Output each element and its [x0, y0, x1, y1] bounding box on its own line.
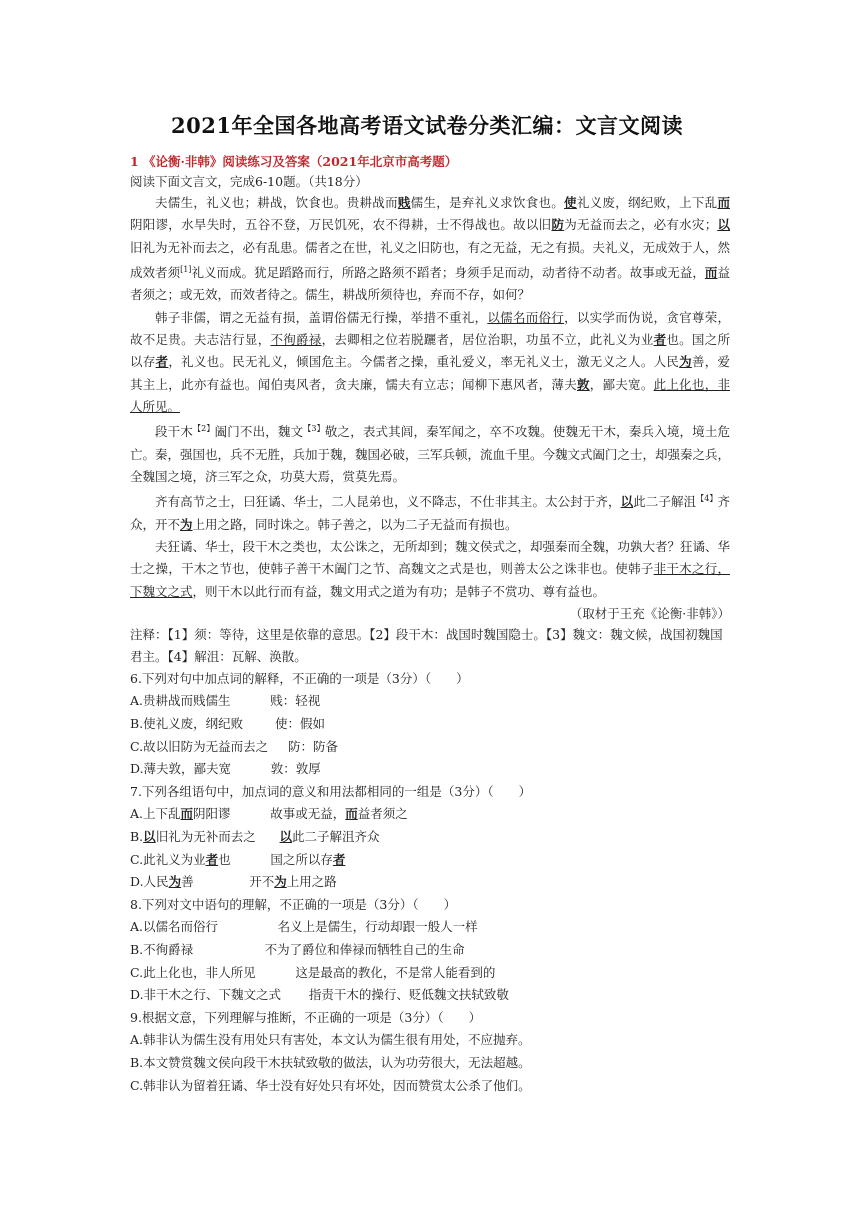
- text-run: A.以儒名而俗行 名义上是儒生，行动却跟一般人一样: [130, 919, 478, 935]
- question-stem: 8.下列对文中语句的理解，不正确的一项是（3分）（ ）: [130, 896, 457, 912]
- text-run: 段干木: [155, 424, 193, 440]
- text-run: 也 国之所以存: [218, 851, 333, 867]
- text-run: 阴阳谬 故事或无益，: [193, 806, 346, 822]
- question-stem: 7.下列各组语句中，加点词的意义和用法都相同的一组是（3分）（ ）: [130, 783, 532, 799]
- text-run: 善 开不: [181, 874, 275, 890]
- text-run: 善，爱其主上，此亦有益也。闻伯夷风者，贪夫廉，懦夫有立志；闻柳下惠风者，薄夫: [130, 354, 730, 392]
- text-run: 为无益而去之，必有水灾；: [564, 217, 718, 233]
- text-run: 旧礼为无补而去之，必有乱患。儒者之在世，礼义之旧防也，有之无益，无之有损。夫礼义，无成效于人，然成效者须: [130, 239, 731, 281]
- marked-word: 者: [155, 354, 169, 370]
- text-run: ，则干木以此行而有益，魏文用式之道为有功；是韩子不赏功、尊有益也。: [192, 583, 606, 599]
- text-run: A.贵耕战而贱儒生 贱：轻视: [130, 693, 321, 709]
- answer-option: [130, 1052, 730, 1075]
- text-run: 旧礼为无补而去之: [155, 828, 280, 844]
- text-run: C.此上化也，非人所见 这是最高的教化，不是常人能看到的: [130, 964, 496, 980]
- marked-word: 以: [279, 828, 293, 844]
- text-run: 敬之，表式其闾，秦军闻之，卒不攻魏。使魏无干木，秦兵入境，境土危亡。秦，强国也，兵不无胜，兵加于魏，魏国必破，三军兵顿，流血千里。今魏文式阖门之士，却强秦之兵，全魏国之境，济三军之众，功莫大焉，赏莫先焉。: [130, 424, 731, 484]
- marked-word: 者: [332, 851, 346, 867]
- annotations: 注释：【1】须：等待，这里是依靠的意思。【2】段干木：战国时魏国隐士。【3】魏文：魏文候，战国初魏国君主。【4】解沮：瓦解、涣散。: [130, 626, 723, 664]
- passage-paragraph-3: [130, 418, 730, 488]
- text-run: D.非干木之行、下魏文之式 指责干木的操行、贬低魏文扶轼致敬: [130, 987, 509, 1003]
- text-run: D.人民: [130, 874, 169, 890]
- marked-word: 者: [205, 851, 219, 867]
- document-page: [130, 110, 730, 1097]
- text-run: B.不徇爵禄 不为了爵位和俸禄而牺牲自己的生命: [130, 941, 465, 957]
- text-run: 上用之路: [286, 874, 337, 890]
- text-run: 上用之路，同时诛之。韩子善之，以为二子无益而有损也。: [192, 516, 518, 532]
- marked-word: 以: [620, 494, 634, 510]
- marked-word: 敦: [576, 376, 590, 392]
- marked-word: 者: [653, 331, 667, 347]
- text-run: A.上下乱: [130, 806, 181, 822]
- text-run: D.薄夫敦，鄙夫宽 敦：敦厚: [130, 761, 321, 777]
- marked-word: 为: [168, 874, 182, 890]
- answer-option: [130, 871, 730, 894]
- text-run: 益者须之；或无效，而效者待之。儒生，耕战所须待也，弃而不存，如何？: [130, 265, 730, 303]
- text-run: 夫儒生，礼义也；耕战，饮食也。贵耕战而: [155, 195, 398, 210]
- marked-word: 而: [717, 195, 730, 210]
- question-list: [130, 668, 730, 1097]
- text-run: 礼义而成。犹足蹈路而行，所路之路须不蹈者；身须手足而动，动者待不动者。故事或无益，: [191, 265, 705, 281]
- passage-paragraph-4: [130, 488, 730, 536]
- marked-word: 以: [717, 217, 730, 233]
- footnote-marker: 【3】: [303, 424, 325, 434]
- answer-option: [130, 916, 730, 939]
- answer-option: [130, 803, 730, 826]
- text-run: 齐众，开不: [130, 494, 730, 532]
- text-run: B.本文赞赏魏文侯向段干木扶轼致敬的做法，认为功劳很大，无法超越。: [130, 1054, 531, 1070]
- text-run: ，礼义也。民无礼义，倾国危主。今儒者之操，重礼爱义，率无礼义士，激无义之人。人民: [168, 354, 680, 370]
- text-run: C.韩非认为留着狂谲、华士没有好处只有坏处，因而赞赏太公杀了他们。: [130, 1077, 531, 1093]
- underlined-phrase: 不徇爵禄: [270, 331, 322, 347]
- marked-word: 而: [180, 806, 194, 822]
- text-run: 阴阳谬，水旱失时，五谷不登，万民饥死，农不得耕，士不得战也。故以旧: [130, 217, 552, 233]
- instructions: 阅读下面文言文，完成6-10题。（共18分）: [130, 174, 368, 189]
- text-run: C.此礼义为业: [130, 851, 206, 867]
- text-run: 此二子解沮齐众: [292, 828, 380, 844]
- marked-word: 而: [345, 806, 358, 822]
- footnote-marker: 【4】: [696, 494, 718, 504]
- text-run: 此二子解沮: [633, 494, 697, 510]
- answer-option: [130, 826, 730, 849]
- answer-option: [130, 939, 730, 962]
- text-run: ，鄙夫宽。: [589, 376, 654, 392]
- document-title: 2021年全国各地高考语文试卷分类汇编：文言文阅读: [171, 113, 683, 138]
- text-run: 礼义废，纲纪败，上下乱: [576, 195, 718, 210]
- marked-word: 防: [551, 217, 565, 233]
- question-stem: 9.根据文意，下列理解与推断，不正确的一项是（3分）（ ）: [130, 1009, 482, 1025]
- source-citation: （取材于王充《论衡·非韩》）: [569, 605, 730, 621]
- marked-word: 为: [679, 354, 692, 370]
- text-run: 儒生，是弃礼义求饮食也。: [410, 195, 565, 210]
- text-run: C.故以旧防为无益而去之 防：防备: [130, 738, 338, 754]
- passage-paragraph-1: [130, 192, 730, 307]
- text-run: ，去卿相之位若脱躧者，居位治职，功虽不立，此礼义为业: [321, 331, 654, 347]
- answer-option: [130, 1029, 730, 1052]
- marked-word: 以: [143, 828, 156, 844]
- text-run: 韩子非儒，谓之无益有损，盖谓俗儒无行操，举措不重礼，: [155, 309, 488, 325]
- marked-word: 而: [704, 265, 718, 281]
- section-heading: 1 《论衡·非韩》阅读练习及答案（2021年北京市高考题）: [130, 154, 458, 169]
- marked-word: 使: [564, 195, 577, 210]
- text-run: ，以实学而伪说，贪官尊荣，故不足贵。夫志洁行显，: [130, 309, 730, 347]
- answer-option: [130, 758, 730, 781]
- marked-word: 为: [274, 874, 287, 890]
- underlined-phrase: 以儒名而俗行: [487, 309, 565, 325]
- underlined-phrase: 此上化也，非人所见。: [130, 376, 730, 414]
- passage-paragraph-2: [130, 307, 730, 418]
- answer-option: [130, 849, 730, 872]
- underlined-phrase: 非干木之行，下魏文之式: [130, 561, 730, 599]
- text-run: 夫狂谲、华士，段干木之类也，太公诛之，无所却到；魏文侯式之，却强秦而全魏，功孰大者？狂谲、华士之操，干木之节也，使韩子善干木阖门之节、高魏文之式是也，则善太公之诛非也。使韩子: [130, 538, 731, 577]
- answer-option: [130, 736, 730, 759]
- answer-option: [130, 984, 730, 1007]
- answer-option: [130, 962, 730, 985]
- marked-word: 贱: [397, 195, 411, 210]
- text-run: B.使礼义废，纲纪败 使：假如: [130, 716, 325, 731]
- text-run: 也。国之所以存: [130, 331, 730, 370]
- text-run: B.: [130, 828, 144, 844]
- answer-option: [130, 1075, 730, 1098]
- text-run: 益者须之: [357, 806, 408, 822]
- text-run: 齐有高节之士，曰狂谲、华士，二人昆弟也，义不降志，不仕非其主。太公封于齐，: [155, 494, 621, 510]
- text-run: A.韩非认为儒生没有用处只有害处，本文认为儒生很有用处，不应抛弃。: [130, 1032, 531, 1048]
- footnote-marker: [1]: [180, 264, 192, 274]
- passage-paragraph-5: [130, 536, 730, 603]
- marked-word: 为: [180, 516, 193, 532]
- answer-option: [130, 690, 730, 713]
- question-stem: 6.下列对句中加点词的解释，不正确的一项是（3分）（ ）: [130, 670, 469, 686]
- answer-option: [130, 713, 730, 736]
- text-run: 阖门不出，魏文: [214, 424, 304, 440]
- footnote-marker: 【2】: [193, 424, 215, 434]
